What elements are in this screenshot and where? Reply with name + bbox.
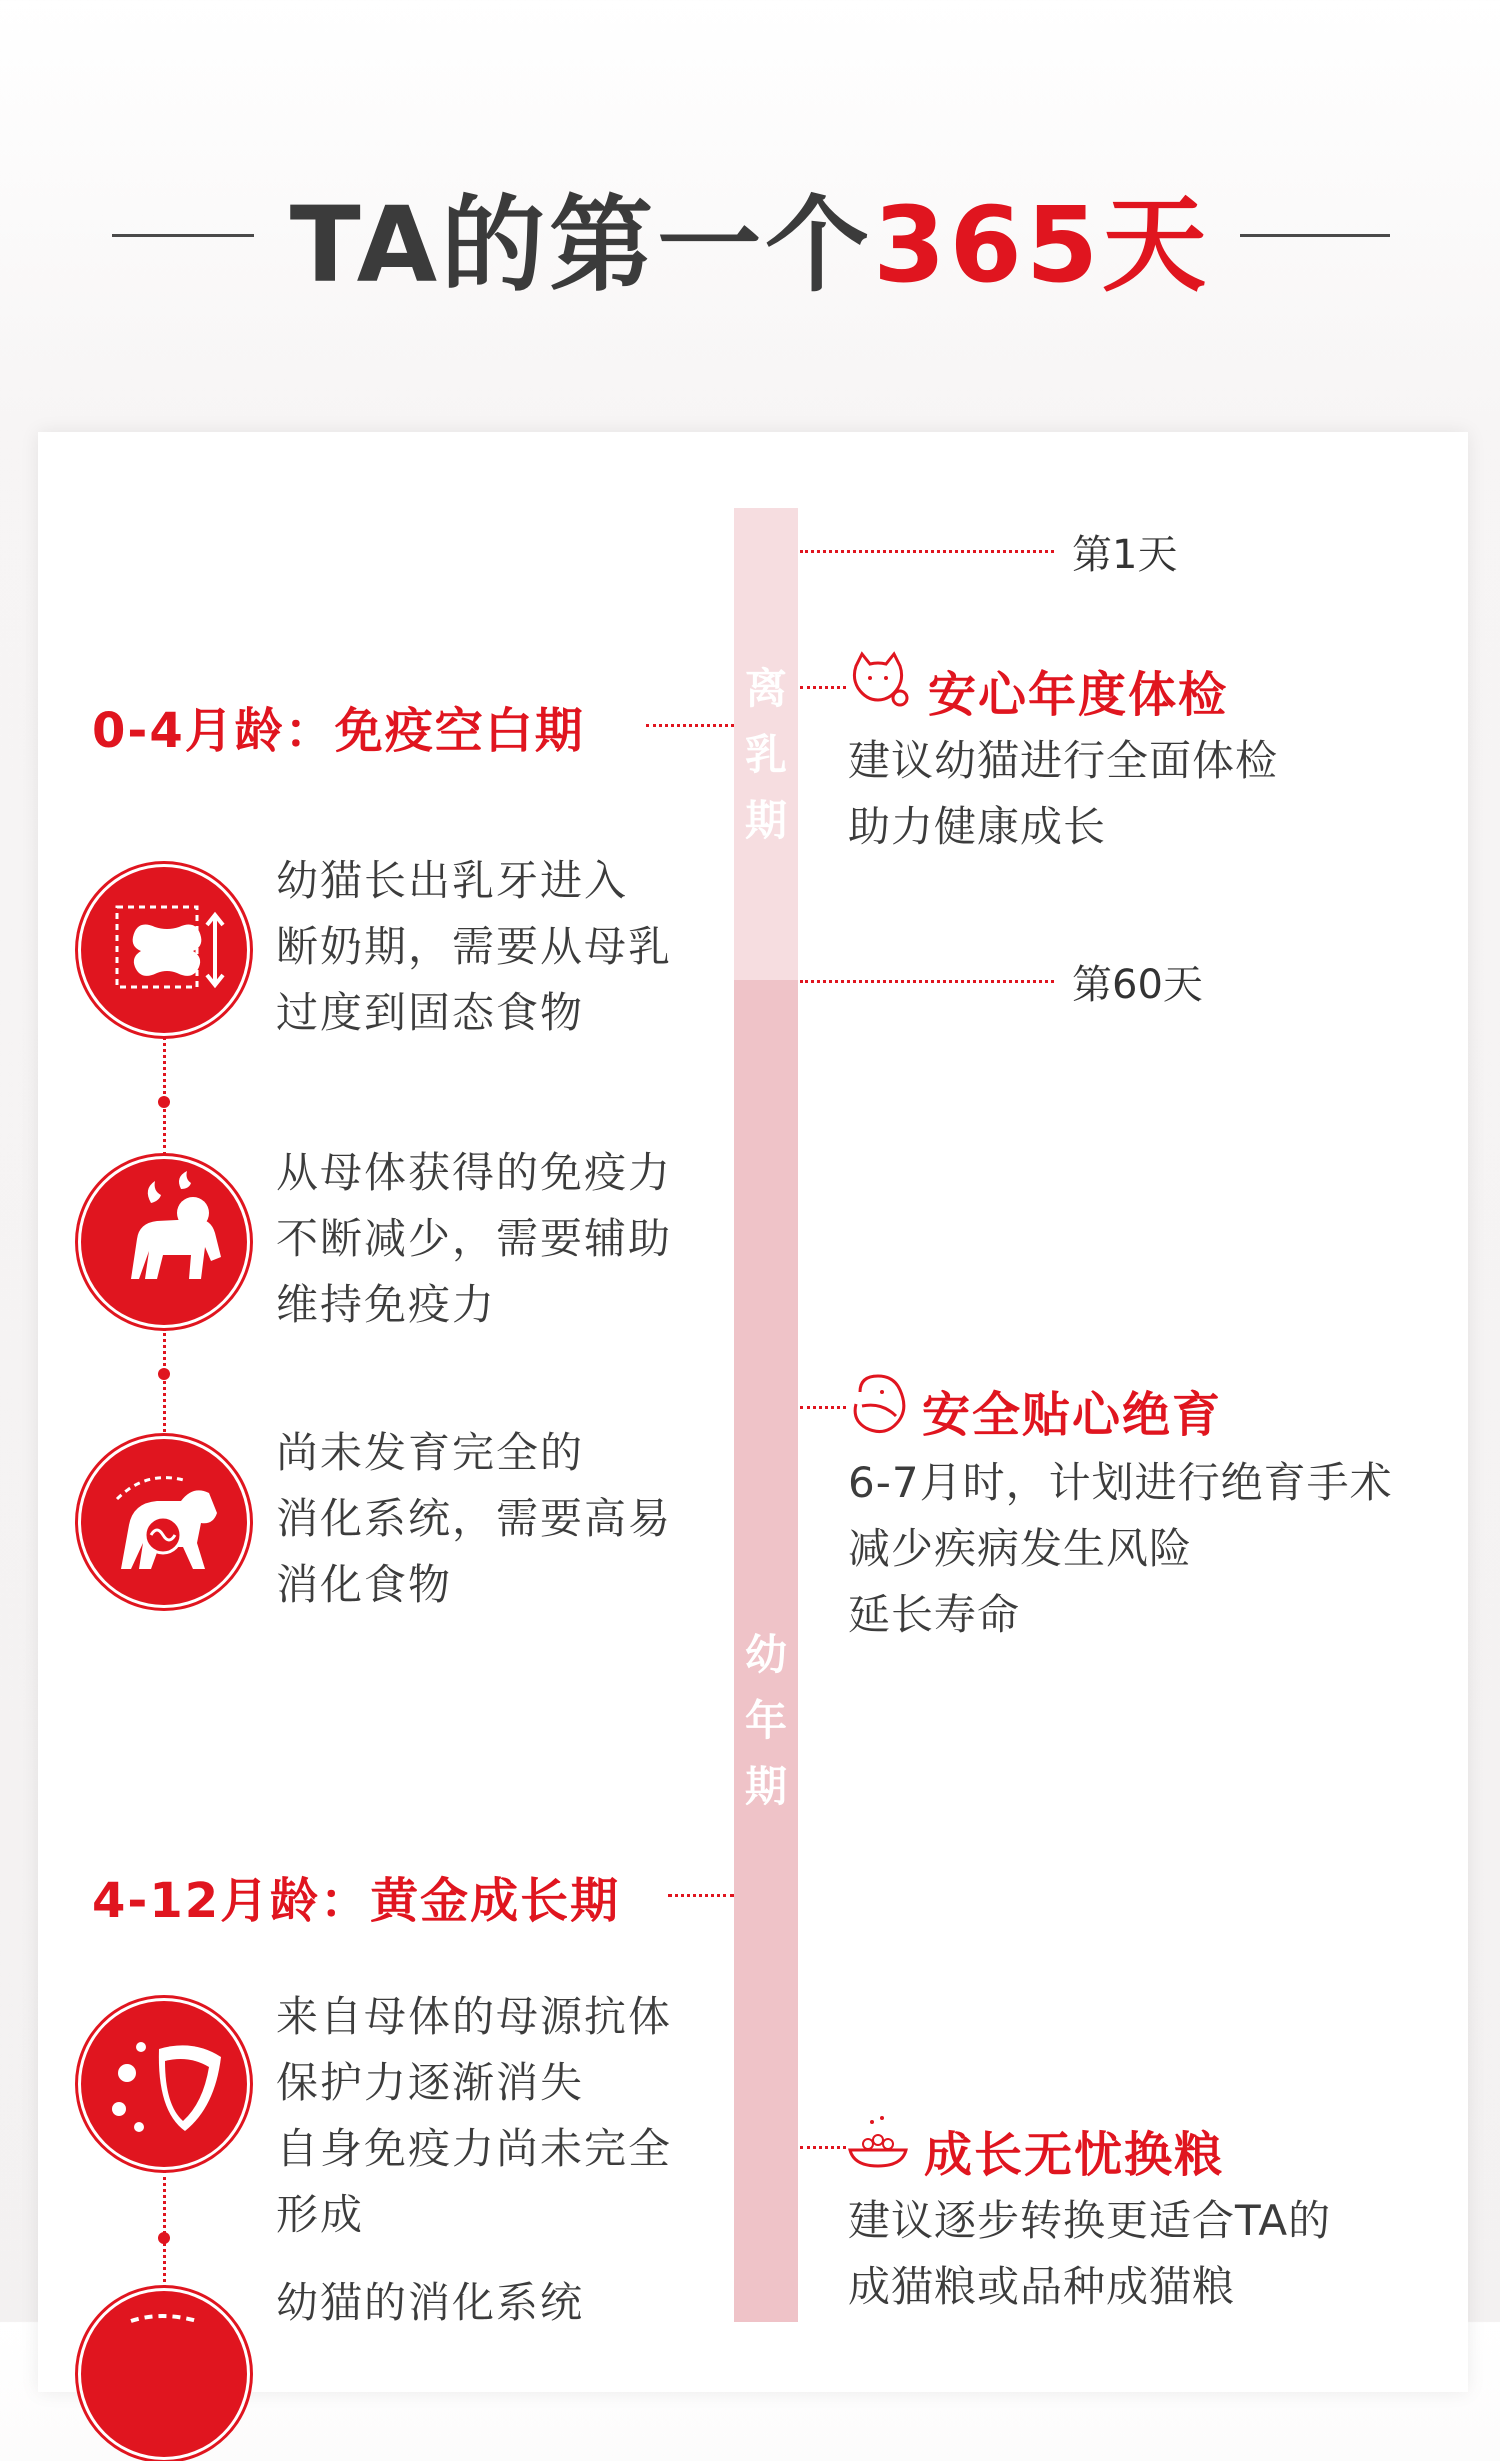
event-title: 成长无忧换粮	[924, 2127, 1225, 2183]
event-description: 建议幼猫进行全面体检 助力健康成长	[848, 736, 1279, 851]
digestive-system-icon	[78, 2288, 250, 2460]
event-description: 6-7月时，计划进行绝育手术 减少疾病发生风险 延长寿命	[848, 1458, 1393, 1639]
stage-title: 4-12月龄：黄金成长期	[92, 1873, 621, 1929]
stage-connector	[668, 1894, 734, 1897]
event-connector	[800, 686, 846, 689]
stage-item-connector	[163, 1328, 166, 1438]
stage-item-connector	[163, 2170, 166, 2288]
digestion-icon	[78, 1436, 250, 1608]
event-title: 安心年度体检	[928, 667, 1229, 723]
heart-dot-icon	[158, 2232, 170, 2244]
event-title: 安全贴心绝育	[922, 1387, 1223, 1443]
cat-neuter-icon	[846, 1372, 910, 1436]
stage-item-description: 幼猫的消化系统	[276, 2278, 585, 2327]
day60-connector	[800, 980, 1054, 983]
antibody-shield-icon	[78, 1998, 250, 2170]
heart-dot-icon	[158, 1096, 170, 1108]
phase-label-weaning: 离 乳 期	[744, 664, 787, 845]
stage-title: 0-4月龄：免疫空白期	[92, 703, 585, 759]
event-description: 建议逐步转换更适合TA的 成猫粮或品种成猫粮	[848, 2196, 1332, 2311]
kitten-immunity-icon	[78, 1156, 250, 1328]
cat-checkup-icon	[846, 650, 910, 714]
day60-marker: 第60天	[1072, 962, 1203, 1008]
tooth-icon	[78, 864, 250, 1036]
title-highlight: 365天	[873, 184, 1211, 306]
title-prefix: TA的第一个	[289, 184, 874, 306]
stage-item-description: 来自母体的母源抗体 保护力逐渐消失 自身免疫力尚未完全 形成	[276, 1992, 673, 2239]
page-title	[0, 180, 1500, 310]
phase-label-kitten: 幼 年 期	[744, 1630, 787, 1811]
event-connector	[800, 2146, 846, 2149]
heart-dot-icon	[158, 1368, 170, 1380]
food-bowl-icon	[846, 2110, 910, 2174]
stage-item-description: 幼猫长出乳牙进入 断奶期，需要从母乳 过度到固态食物	[276, 856, 673, 1037]
day1-marker: 第1天	[1072, 532, 1178, 578]
stage-connector	[646, 724, 734, 727]
stage-item-description: 尚未发育完全的 消化系统，需要高易 消化食物	[276, 1428, 673, 1609]
stage-item-description: 从母体获得的免疫力 不断减少，需要辅助 维持免疫力	[276, 1148, 673, 1329]
day1-connector	[800, 550, 1054, 553]
event-connector	[800, 1406, 846, 1409]
